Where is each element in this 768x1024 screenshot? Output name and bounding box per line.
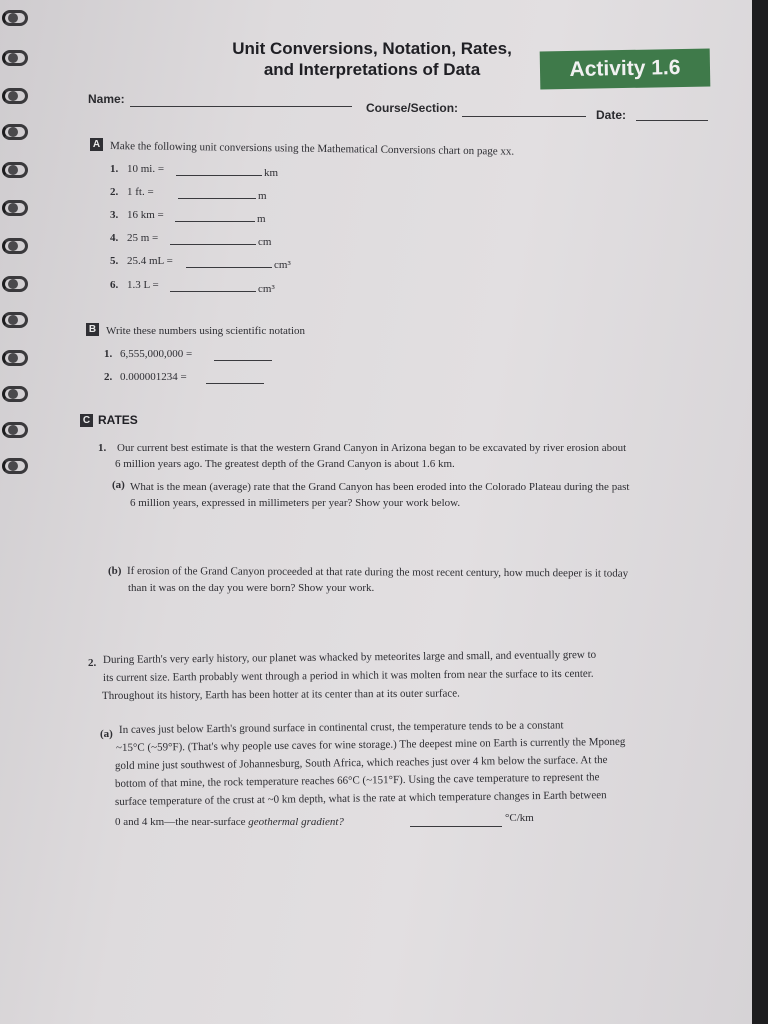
conversion-answer-field[interactable] [186, 267, 272, 268]
conversion-number: 5. [110, 255, 119, 267]
q1-line2: 6 million years ago. The greatest depth of the Grand Canyon is about 1.6 km. [115, 458, 455, 470]
background-edge [752, 0, 768, 1024]
q2a-unit: °C/km [505, 812, 534, 824]
conversion-unit: m [258, 190, 267, 202]
q2a-line2: ~15°C (~59°F). (That's why people use caves for wine storage.) The deepest mine on Earth is currently the Mponeg [115, 735, 626, 754]
conversion-unit: m [257, 213, 266, 225]
conversion-expression: 25 m = [127, 232, 159, 244]
conversion-answer-field[interactable] [170, 244, 256, 245]
conversion-unit: cm [258, 236, 272, 248]
section-b-instruction: Write these numbers using scientific notation [106, 325, 306, 337]
q1-number: 1. [98, 442, 107, 454]
q2a-line3: gold mine just southwest of Johannesburg, South Africa, which reaches just over 4 km below the surface. At the [114, 753, 608, 772]
notation-answer-field[interactable] [214, 360, 272, 361]
date-field[interactable] [636, 120, 708, 121]
q1b-line2: than it was on the day you were born? Show your work. [128, 582, 375, 594]
q1a-line1: What is the mean (average) rate that the Grand Canyon has been eroded into the Colorado Plateau during the past [130, 481, 630, 493]
q1b-line1: If erosion of the Grand Canyon proceeded at that rate during the most recent century, how much deeper is it today [126, 565, 629, 580]
section-c-badge: C [80, 414, 93, 427]
q2a-answer-field[interactable] [410, 826, 502, 827]
section-c-heading: RATES [98, 413, 138, 427]
q1a-label: (a) [112, 479, 125, 491]
section-b-badge: B [86, 323, 99, 336]
q2a-line6: 0 and 4 km—the near-surface geothermal gradient? [115, 816, 344, 828]
binder-ring [2, 200, 28, 216]
notation-number: 2. [104, 371, 113, 383]
binder-ring [2, 458, 28, 474]
activity-badge: Activity 1.6 [540, 49, 711, 90]
binder-ring [2, 386, 28, 402]
binder-ring [2, 50, 28, 66]
q2a-line1: In caves just below Earth's ground surface in continental crust, the temperature tends to be a constant [118, 719, 564, 736]
binder-ring [2, 88, 28, 104]
binder-ring [2, 350, 28, 366]
section-a-instruction: Make the following unit conversions using the Mathematical Conversions chart on page xx. [109, 140, 515, 158]
course-field[interactable] [462, 116, 586, 117]
q1a-line2: 6 million years, expressed in millimeters per year? Show your work below. [130, 497, 461, 509]
conversion-number: 2. [110, 186, 119, 198]
notation-expression: 0.000001234 = [120, 371, 187, 383]
conversion-expression: 25.4 mL = [127, 255, 173, 267]
date-label: Date: [596, 108, 627, 122]
conversion-number: 1. [110, 163, 119, 175]
conversion-answer-field[interactable] [178, 198, 256, 199]
conversion-expression: 1 ft. = [127, 186, 154, 198]
binder-ring [2, 312, 28, 328]
conversion-answer-field[interactable] [176, 175, 262, 176]
conversion-expression: 1.3 L = [127, 279, 159, 291]
page-title: Unit Conversions, Notation, Rates, and Interpretations of Data [232, 39, 512, 79]
binder-ring [2, 10, 28, 26]
binder-ring [2, 124, 28, 140]
q2a-label: (a) [100, 728, 113, 740]
binder-ring [2, 276, 28, 292]
conversion-answer-field[interactable] [175, 221, 255, 222]
q2-line1: During Earth's very early history, our planet was whacked by meteorites large and small, and eventually grew to [102, 648, 597, 666]
notation-expression: 6,555,000,000 = [120, 348, 193, 360]
course-label: Course/Section: [366, 101, 459, 115]
notation-number: 1. [104, 348, 113, 360]
conversion-unit: cm³ [258, 283, 275, 295]
conversion-number: 6. [110, 279, 119, 291]
binder-ring [2, 422, 28, 438]
q2-line2: its current size. Earth probably went through a period in which it was molten from near the surface to its center. [102, 667, 594, 684]
q2a-line5: surface temperature of the crust at ~0 km depth, what is the rate at which temperature changes in Earth between [114, 789, 607, 808]
q2a-line4: bottom of that mine, the rock temperature reaches 66°C (~151°F). Using the cave temperature to represent the [114, 771, 600, 790]
q2-line3: Throughout its history, Earth has been hotter at its center than at its outer surface. [101, 687, 460, 702]
binder-ring [2, 238, 28, 254]
q2-number: 2. [88, 657, 97, 669]
section-a-badge: A [90, 138, 103, 151]
conversion-expression: 10 mi. = [127, 163, 165, 175]
q1b-label: (b) [108, 565, 122, 577]
conversion-number: 3. [110, 209, 119, 221]
notation-answer-field[interactable] [206, 383, 264, 384]
conversion-unit: cm³ [274, 259, 291, 271]
conversion-expression: 16 km = [127, 209, 164, 221]
conversion-unit: km [264, 167, 279, 179]
binding-spine [0, 0, 22, 1024]
binder-ring [2, 162, 28, 178]
q1-line1: Our current best estimate is that the western Grand Canyon in Arizona began to be excavated by river erosion about [117, 442, 627, 454]
geothermal-gradient-term: geothermal gradient? [248, 816, 344, 828]
name-label: Name: [88, 92, 125, 106]
name-field[interactable] [130, 106, 352, 107]
conversion-number: 4. [110, 232, 119, 244]
conversion-answer-field[interactable] [170, 291, 256, 292]
